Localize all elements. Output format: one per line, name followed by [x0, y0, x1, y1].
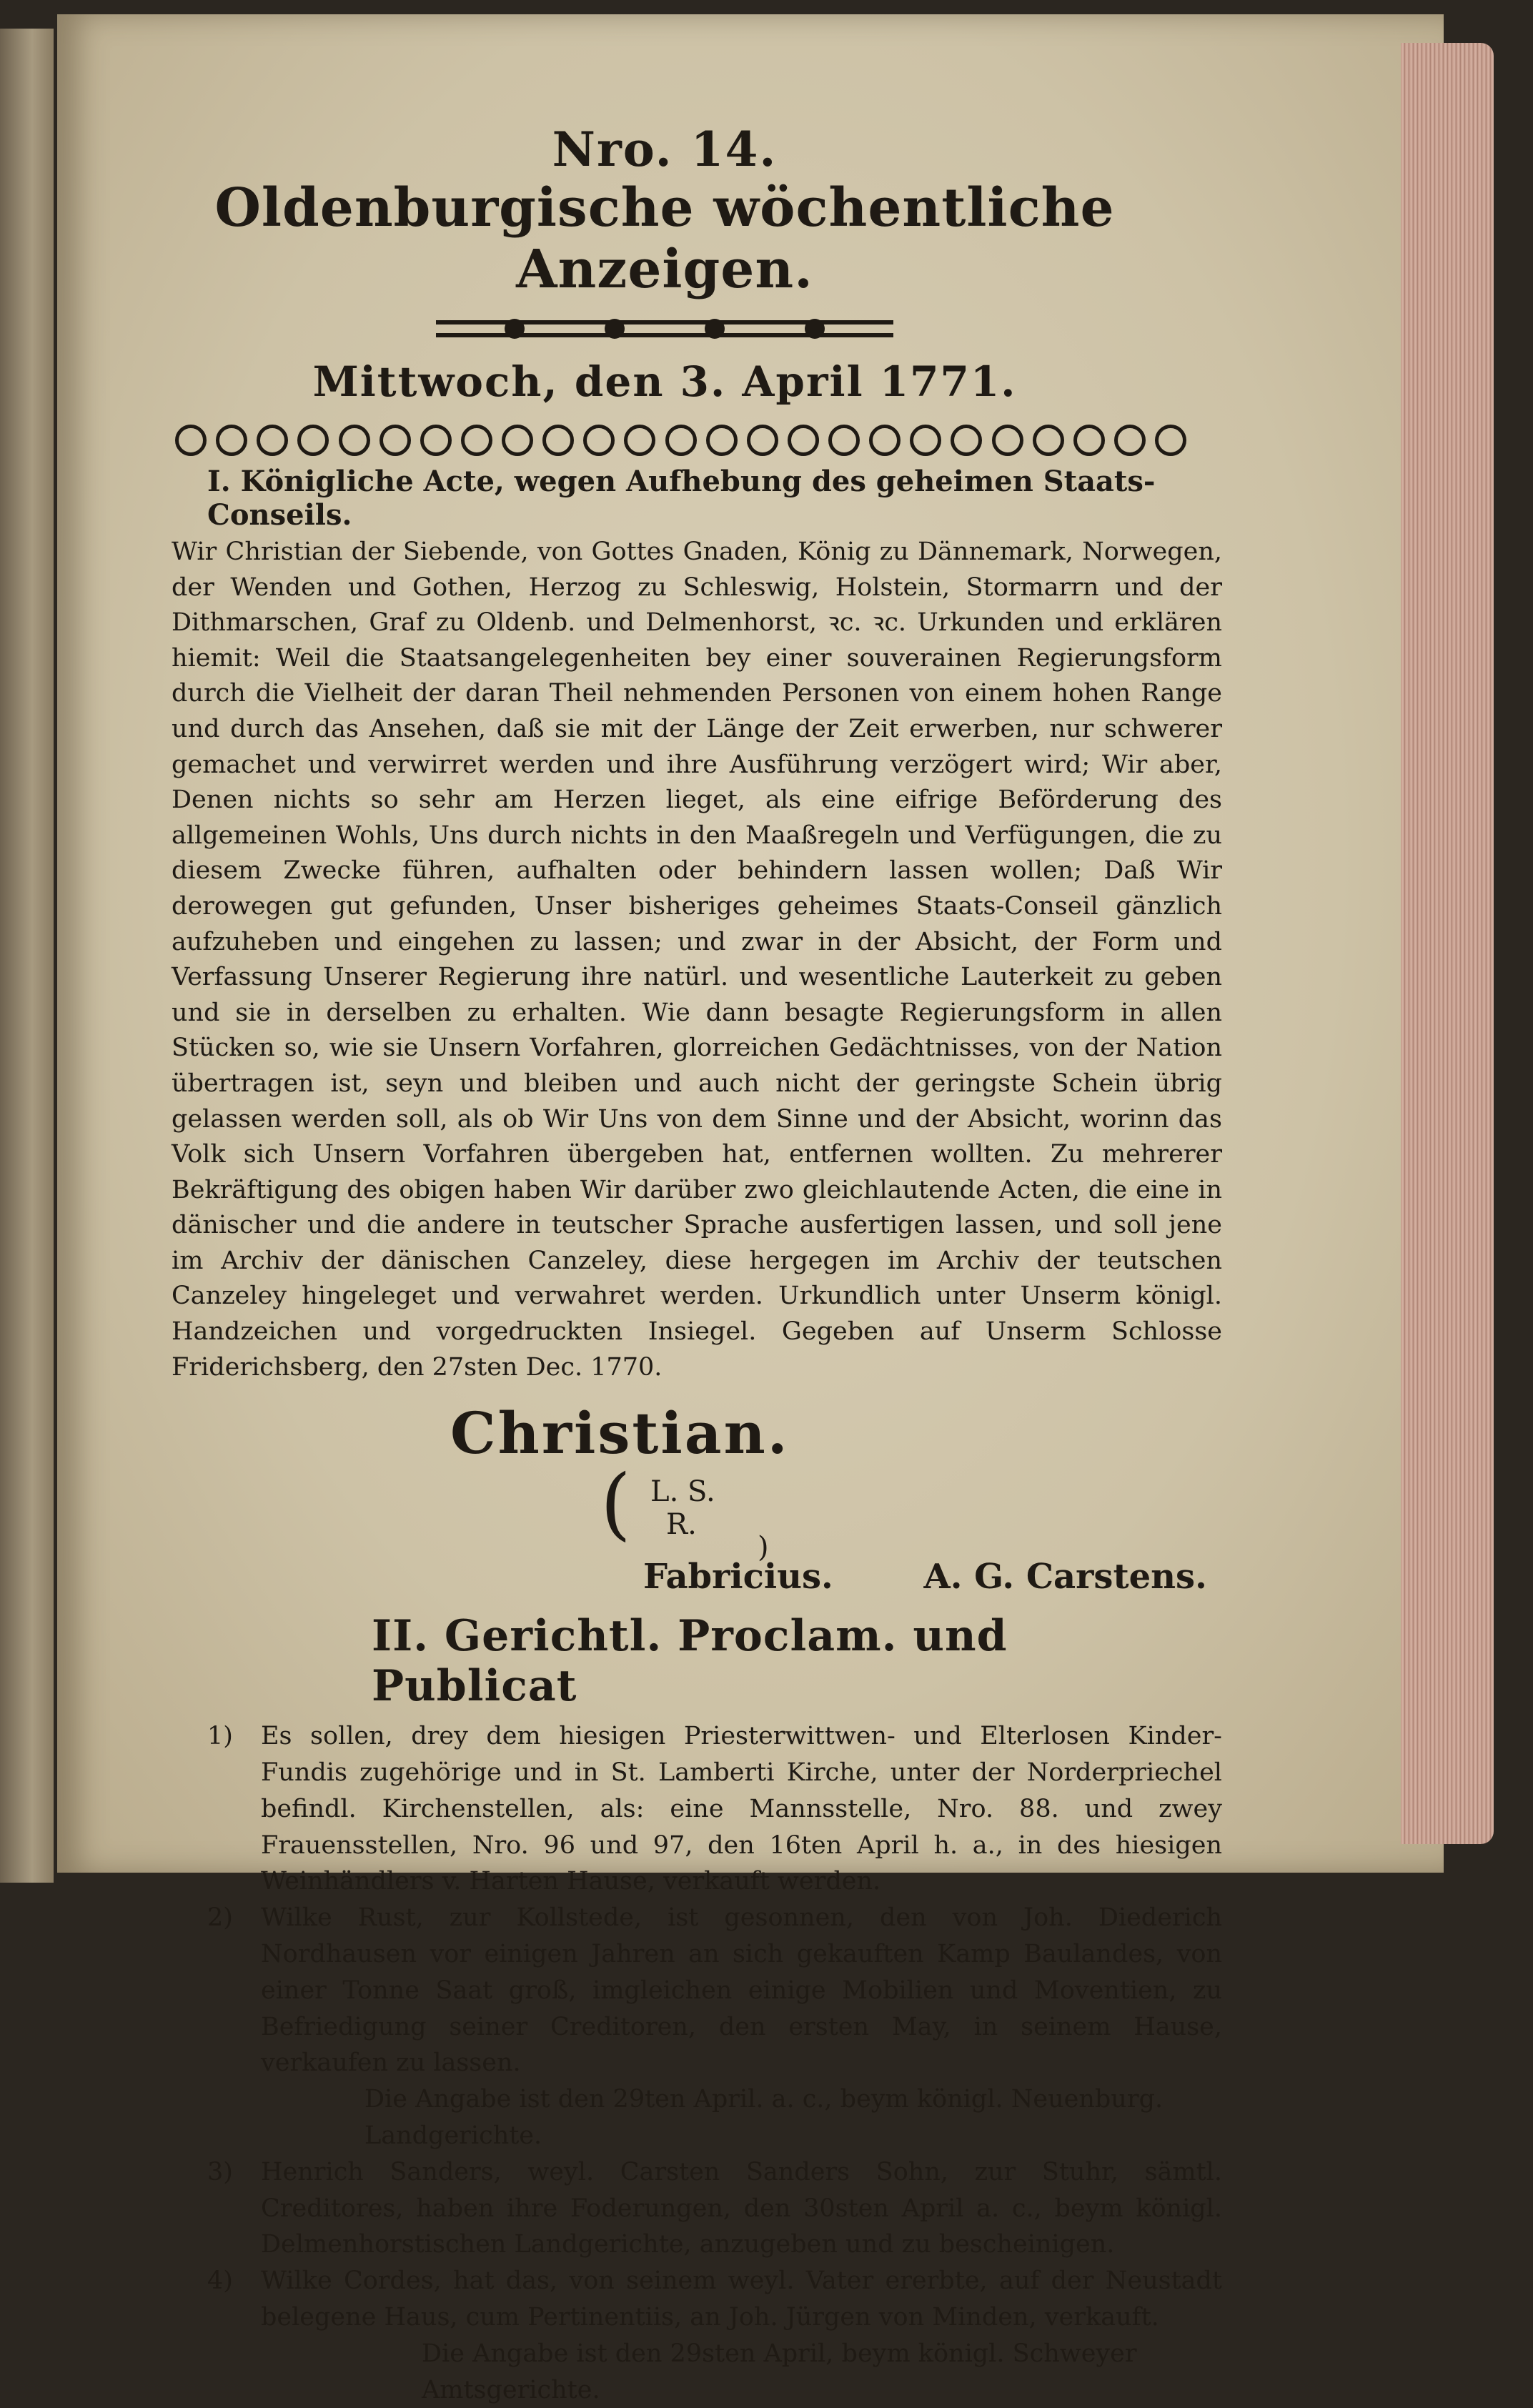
seal-mark: ( L. S. R. ): [600, 1457, 769, 1565]
list-note: Die Angabe ist den 29ten April. a. c., beym königl. Neuenburg. Landgerichte.: [364, 2085, 1164, 2151]
issue-number: Nro. 14.: [552, 122, 778, 177]
list-item: 1) Es sollen, drey dem hiesigen Priesterwittwen- und Elterlosen Kinder-Fundis zugehörige und in St. Lamberti Kirche, unter der Norderpriechel befindl. Kirchenstellen, als: eine Mannsstelle, Nro. 88. und zwey Frauensstellen, Nro. 96 und 97, den 16ten April h. a., in des hiesigen Weinhändlers v. Harten Hause, verkauft werden.: [207, 1722, 1222, 1896]
list-item: 4) Wilke Cordes, hat das, von seinem weyl. Vater ererbte, auf der Neustadt belegene Haus, cum Pertinentiis, an Joh. Jürgen von Minden, verkauft.: [207, 2266, 1222, 2332]
section-1-body: Wir Christian der Siebende, von Gottes Gnaden, König zu Dännemark, Norwegen, der Wenden und Gothen, Herzog zu Schleswig, Holstein, Stormarrn und der Dithmarschen, Graf zu Oldenb. und Delmenhorst, ꝛc. ꝛc. Urkunden und erklären hiemit: Weil die Staatsangelegenheiten bey einer souverainen Regierungsform durch die Vielheit der daran Theil nehmenden Personen von einem hohen Range und durch das Ansehen, daß sie mit der Länge der Zeit erwerben, nur schwerer gemachet und verwirret werden und ihre Ausführung verzögert wird; Wir aber, Denen nichts so sehr am Herzen lieget, als eine eifrige Beförderung des allgemeinen Wohls, Uns durch nichts in den Maaßregeln und Verfügungen, die zu diesem Zwecke führen, aufhalten oder behindern lassen wollen; Daß Wir derowegen gut gefunden, Unser bisheriges geheimes Staats-Conseil gänzlich aufzuheben und eingehen zu lassen; und zwar in der Absicht, der Form und Verfassung Unserer Regierung ihre natürl. und wesentliche Lauterkeit zu geben und sie in derselben zu erhalten. Wie dann besagte Regierungsform in allen Stücken so, wie sie Unsern Vorfahren, glorreichen Gedächtnisses, von der Nation übertragen ist, seyn und bleiben und auch nicht der geringste Schein übrig gelassen werden soll, als ob Wir Uns von dem Sinne und der Absicht, worinn das Volk sich Unsern Vorfahren übergeben hat, entfernen wollten. Zu mehrerer Bekräftigung des obigen haben Wir darüber zwo gleichlautende Acten, die eine in dänischer und die andere in teutscher Sprache ausfertigen lassen, und soll jene im Archiv der dänischen Canzeley, diese hergegen im Archiv der teutschen Canzeley hingeleget und verwahret werden. Urkundlich unter Unserm königl. Handzeichen und vorgedruckten Insiegel. Gegeben auf Unserm Schlosse Friderichsberg, den 27sten Dec. 1770.: [172, 537, 1222, 1382]
cosigner-carstens: A. G. Carstens.: [923, 1557, 1207, 1597]
list-item: 3) Henrich Sanders, weyl. Carsten Sanders Sohn, zur Stuhr, sämtl. Creditores, haben ihre Foderungen, den 30sten April a. c., beym königl. Delmenhorstischen Landgerichte, anzugeben und zu bescheinigen.: [207, 2157, 1222, 2259]
page-edges: [1401, 43, 1494, 1844]
signature-christian: Christian.: [450, 1399, 790, 1467]
section-2-items: [107, 1718, 1222, 2408]
section-1-title: I. Königliche Acte, wegen Aufhebung des geheimen Staats-Conseils.: [207, 465, 1156, 532]
section-2-title: II. Gerichtl. Proclam. und Publicat: [372, 1611, 1008, 1712]
list-item: 2) Wilke Rust, zur Kollstede, ist gesonnen, den von Joh. Diederich Nordhausen vor einigen Jahren an sich gekauften Kamp Baulandes, von einer Tonne Saat groß, imgleichen einige Mobilien und Moventien, zu Befriedigung seiner Creditoren, den ersten May, in seinem Hause, verkaufen zu lassen.: [207, 1903, 1222, 2078]
seal-r: R.: [666, 1508, 697, 1542]
ornamental-border: [107, 422, 1222, 459]
seal-ls: L. S.: [650, 1475, 715, 1509]
cosigners: [107, 1557, 1222, 1597]
facing-page-edge: [0, 29, 54, 1883]
page-content: [107, 107, 1222, 2408]
ornamental-rule: [436, 314, 893, 343]
list-note: Die Angabe ist den 29sten April, beym königl. Schweyer Amtsgerichte.: [422, 2339, 1137, 2404]
masthead-title: Oldenburgische wöchentliche Anzeigen.: [214, 177, 1115, 300]
cosigner-fabricius: Fabricius.: [643, 1557, 833, 1597]
issue-date: Mittwoch, den 3. April 1771.: [312, 357, 1017, 406]
